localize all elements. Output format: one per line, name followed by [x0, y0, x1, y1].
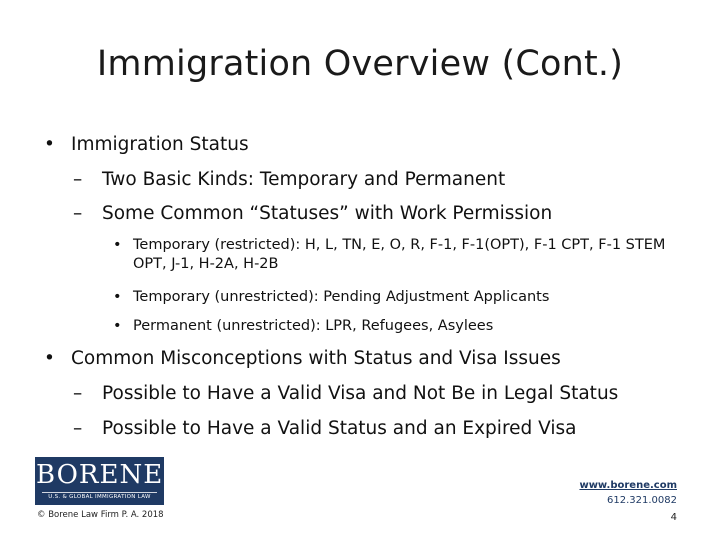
- bullet-marker: •: [113, 318, 122, 334]
- item-temporary-restricted: Temporary (restricted): H, L, TN, E, O, R, F-1, F-1(OPT), F-1 CPT, F-1 STEM OPT, J-1, H-2A, H-2B: [133, 237, 666, 272]
- dash-marker: –: [73, 418, 83, 439]
- sub-bullet-basic-kinds: Two Basic Kinds: Temporary and Permanent: [102, 169, 506, 190]
- bullet-marker: •: [113, 237, 122, 253]
- bullet-marker: •: [44, 134, 55, 155]
- page-number: 4: [670, 512, 677, 523]
- logo-tagline: U.S. & GLOBAL IMMIGRATION LAW: [48, 494, 151, 500]
- item-permanent-unrestricted: Permanent (unrestricted): LPR, Refugees, Asylees: [133, 318, 494, 334]
- slide-title: Immigration Overview (Cont.): [96, 44, 624, 84]
- borene-logo: [35, 457, 164, 505]
- dash-marker: –: [73, 383, 83, 404]
- logo-name: BORENE: [36, 460, 164, 490]
- copyright-text: © Borene Law Firm P. A. 2018: [37, 510, 164, 520]
- phone-number: 612.321.0082: [607, 495, 677, 506]
- sub-bullet-valid-status: Possible to Have a Valid Status and an Expired Visa: [102, 418, 577, 439]
- dash-marker: –: [73, 203, 83, 224]
- bullet-immigration-status: Immigration Status: [71, 134, 249, 155]
- logo-divider: [42, 492, 157, 493]
- bullet-misconceptions: Common Misconceptions with Status and Visa Issues: [71, 348, 561, 369]
- sub-bullet-common-statuses: Some Common “Statuses” with Work Permission: [102, 203, 553, 224]
- website-link[interactable]: www.borene.com: [579, 480, 677, 491]
- dash-marker: –: [73, 169, 83, 190]
- sub-bullet-valid-visa: Possible to Have a Valid Visa and Not Be in Legal Status: [102, 383, 619, 404]
- item-temporary-unrestricted: Temporary (unrestricted): Pending Adjustment Applicants: [133, 289, 550, 305]
- bullet-marker: •: [44, 348, 55, 369]
- bullet-marker: •: [113, 289, 122, 305]
